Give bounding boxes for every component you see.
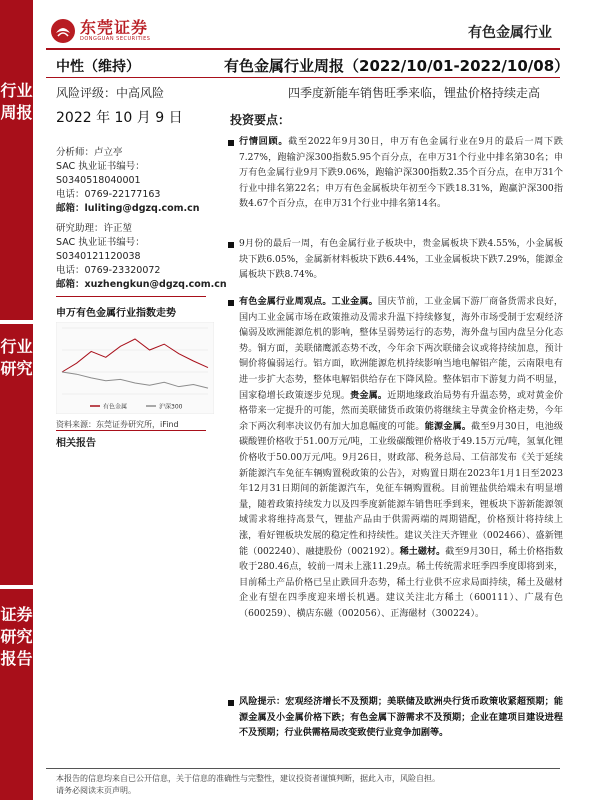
- analyst-name: 分析师：卢立亭: [56, 147, 123, 158]
- footer-notice: 请务必阅读末页声明。: [56, 786, 136, 795]
- analyst-email[interactable]: luliting@dgzq.com.cn: [84, 203, 200, 214]
- chart-rule: [56, 296, 206, 297]
- chart-source: 资料来源：东莞证券研究所，iFind: [56, 420, 179, 429]
- para-lead-rare-earth: 稀土磁材。: [399, 546, 446, 557]
- analyst-info: [56, 146, 200, 216]
- sidebar-label-securities-report: 证券研究报告: [0, 605, 33, 668]
- assistant-sac-label: SAC 执业证书编号：: [56, 237, 145, 248]
- para-text: 9月份的最后一周，有色金属行业子板块中，贵金属板块下跌4.55%，小金属板块下跌6.05%，金属新材料板块下跌6.44%，工业金属板块下跌7.29%，能源金属板块下跌8.74%。: [239, 239, 563, 281]
- para-lead-industrial: 工业金属。: [331, 297, 378, 307]
- analyst-phone: 电话：0769-22177163: [56, 189, 161, 200]
- para-risk: 风险提示：宏观经济增长不及预期；美联储及欧洲央行货币政策收紧超预期；能源金属及小金属价格下跌；有色金属下游需求不及预期；企业在建项目建设进程不及预期；行业供需格局改变致使行业竞争加剧等。: [239, 697, 563, 739]
- report-title: 有色金属行业周报（2022/10/01-2022/10/08）: [224, 57, 570, 75]
- para-lead-precious: 贵金属。: [350, 390, 388, 401]
- chart-legend-label: 有色金属: [103, 403, 128, 411]
- analyst-sac-label: SAC 执业证书编号：: [56, 161, 145, 172]
- para-weekly-view: [239, 295, 563, 622]
- bullet-icon: [228, 700, 234, 706]
- dongguan-securities-logo-icon: [50, 18, 76, 44]
- footer-rule: [46, 768, 560, 769]
- bullet-icon: [228, 140, 234, 146]
- analyst-sac-no: S0340518040001: [56, 175, 141, 186]
- chart-frame: [56, 322, 214, 414]
- para-lead-energy: 能源金属。: [424, 421, 472, 432]
- brand-name-en: DONGGUAN SECURITIES: [80, 36, 151, 42]
- chart-title: 申万有色金属行业指数走势: [56, 308, 176, 319]
- sidebar-label-weekly: 行业周报: [0, 81, 33, 122]
- sidebar-separator: [0, 320, 33, 324]
- assistant-phone: 电话：0769-23320072: [56, 265, 161, 276]
- para-text: 截至9月30日，电池级碳酸锂价格收于51.00万元/吨，工业级碳酸锂价格收于49.15万元/吨，氢氧化锂价格收于50.00万元/吨。9月26日，财政部、税务总局、工信部发布《关于延续新能源汽车免征车辆购置税政策的公告》，对购置日期在2023年1月1日至2023年12月31日期间的新能源汽车，免征车辆购置税。目前锂盐供给端未有明显增量，随着政策持续发力以及四季度新能源车销售旺季到来，锂板块下游新能源领域需求将维持高景气，锂盐产品由于供需两端的周期错配，价格预计将持续上涨，看好锂板块发展的稳定性和持续性。建议关注天齐锂业（002466）、盛新锂能（002240）、融捷股份（002192）。: [239, 421, 563, 557]
- para-subsectors: [239, 237, 563, 284]
- bullet-icon: [228, 300, 234, 306]
- risk-level: 风险评级：中高风险: [56, 86, 165, 100]
- related-reports: 相关报告: [56, 438, 96, 449]
- para-market-review: [239, 135, 563, 213]
- para-lead: 行情回顾。: [239, 137, 289, 147]
- chart-legend-label: 沪深300: [159, 403, 183, 411]
- sidebar: [0, 0, 33, 800]
- analyst-email-label: 邮箱：: [56, 203, 85, 214]
- brand-name-cn: 东莞证券: [80, 18, 149, 37]
- para-text: 国庆节前，工业金属下游厂商备货需求良好，国内工业金属市场在政策推动及需求升温下持续修复，海外市场受制于宏观经济偏弱及欧洲能源危机的影响，整体呈弱势运行的态势，海外盘与国内盘呈分化态势。铜方面，美联储鹰派态势不改，今年余下两次联储会议或将持续加息，预计铜价将偏弱运行。铝方面，欧洲能源危机持续影响当地电解铝产能，云南限电有进一步扩大态势，整体电解铝供给存在下降风险。整体铝市下游复力尚不明显，国家稳增长政策逐步兑现。: [239, 297, 563, 401]
- key-points-header: 投资要点：: [230, 113, 291, 127]
- assistant-email-row: [56, 278, 227, 292]
- assistant-email[interactable]: xuzhengkun@dgzq.com.cn: [84, 279, 227, 290]
- assistant-name: 研究助理：许正堃: [56, 223, 133, 234]
- report-date: 2022 年 10 月 9 日: [56, 110, 183, 126]
- para-text: 截至2022年9月30日，申万有色金属行业在9月的最后一周下跌7.27%，跑输沪深300指数5.95个百分点，在申万31个行业中排名第30名；申万有色金属行业9月下跌9.06%，跑输沪深300指数2.35个百分点，在申万31个行业中排名第22名；申万有色金属板块年初至今下跌18.31%，跑赢沪深300指数4.67个百分点，在申万31个行业中排名第14名。: [239, 137, 563, 210]
- para-lead: 有色金属行业周观点。: [239, 297, 332, 307]
- title-rule: [46, 77, 560, 78]
- report-subtitle: 四季度新能车销售旺季来临，锂盐价格持续走高: [288, 86, 541, 100]
- assistant-sac-no: S0340121120038: [56, 251, 141, 262]
- sidebar-separator: [0, 585, 33, 589]
- rating: 中性（维持）: [56, 59, 140, 75]
- bullet-icon: [228, 242, 234, 248]
- para-text: 截至9月30日，稀土价格指数收于280.46点，较前一周未上涨11.29点。稀土传统需求旺季四季度即将到来，目前稀土产品价格已呈止跌回升态势，稀土行业供不应求局面持续，稀土及磁材企业有望在四季度迎来增长机遇。建议关注北方稀土（600111）、广晟有色（600259）、横店东磁（002056）、正海磁材（300224）。: [239, 546, 563, 619]
- footer: [56, 773, 440, 797]
- related-rule: [56, 430, 206, 431]
- index-trend-chart: [56, 322, 214, 414]
- industry-label: 有色金属行业: [468, 25, 552, 41]
- brand-logo: [50, 18, 150, 44]
- header-rule: [46, 48, 560, 50]
- assistant-email-label: 邮箱：: [56, 279, 85, 290]
- footer-disclaimer: 本报告的信息均来自已公开信息，关于信息的准确性与完整性，建议投资者谨慎判断，据此入市，风险自担。: [56, 774, 440, 783]
- sidebar-label-research: 行业研究: [0, 337, 33, 378]
- para-text: 近期地缘政治局势有升温态势，或对黄金价格带来一定提升的可能，然而美联储货币政策仍将继续主导黄金价格走势，今年余下两次利率决议仍有加大加息幅度的可能。: [239, 390, 563, 432]
- analyst-email-row: [56, 202, 200, 216]
- assistant-info: [56, 222, 227, 292]
